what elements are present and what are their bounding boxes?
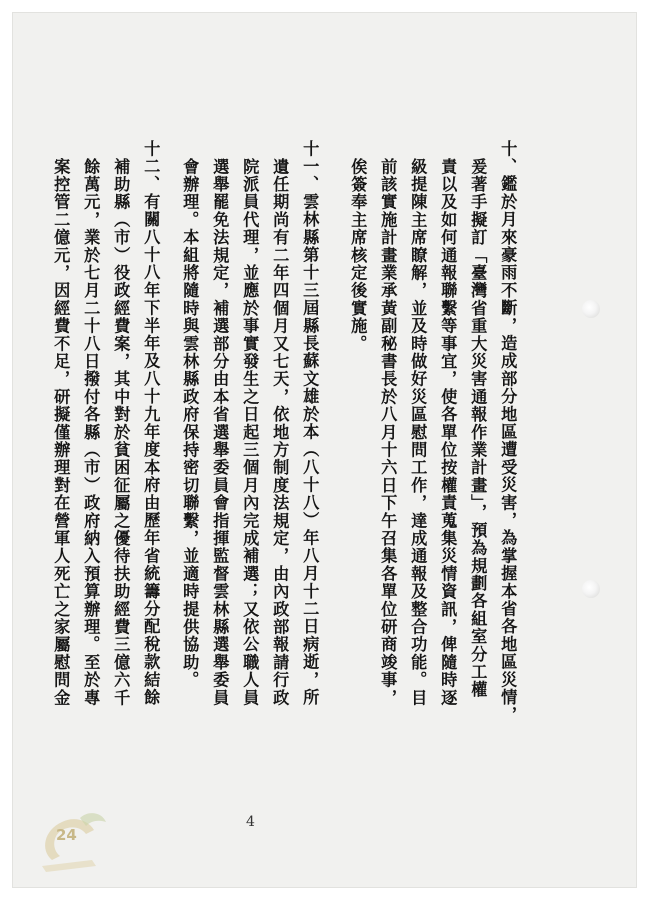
text-column-9: 院派員代理，並應於事實發生之日起三個月內完成補選；又依公職人員 <box>240 158 260 707</box>
text-column-10: 選舉罷免法規定，補選部分由本省選舉委員會指揮監督雲林縣選舉委員 <box>210 158 230 707</box>
text-column-2: 爰著手擬訂「臺灣省重大災害通報作業計畫」，預為規劃各組室分工權 <box>468 158 488 699</box>
text-column-12: 十二、有關八十八年下半年及八十九年度本府由歷年省統籌分配稅款結餘 <box>141 140 161 707</box>
text-column-8: 遺任期尚有二年四個月又七天，依地方制度法規定，由內政部報請行政 <box>270 158 290 707</box>
text-column-13: 補助縣（市）役政經費案，其中對於貧困征屬之優待扶助經費三億六千 <box>111 158 131 707</box>
text-column-1: 十、鑑於月來豪雨不斷，造成部分地區遭受災害，為掌握本省各地區災情， <box>498 140 518 725</box>
watermark-logo-label: 24 <box>56 826 77 844</box>
punch-hole-bottom <box>582 580 600 598</box>
text-column-7: 十一、雲林縣第十三屆縣長蘇文雄於本（八十八）年八月十二日病逝，所 <box>300 140 320 707</box>
document-page <box>12 12 637 888</box>
text-column-14: 餘萬元，業於七月二十八日撥付各縣（市）政府納入預算辦理。至於專 <box>81 158 101 707</box>
text-column-11: 會辦理。本組將隨時與雲林縣政府保持密切聯繫，並適時提供協助。 <box>180 158 200 689</box>
text-column-3: 責以及如何通報聯繫等事宜，使各單位按權責蒐集災情資訊，俾隨時逐 <box>438 158 458 707</box>
punch-hole-top <box>582 300 600 318</box>
text-column-5: 前該實施計畫業承黃副秘書長於八月十六日下午召集各單位研商竣事， <box>378 158 398 707</box>
page-number: 4 <box>246 814 255 830</box>
text-column-4: 級提陳主席瞭解，並及時做好災區慰問工作，達成通報及整合功能。目 <box>408 158 428 707</box>
text-column-6: 俟簽奉主席核定後實施。 <box>348 158 368 353</box>
text-column-15: 案控管二億元，因經費不足，研擬僅辦理對在營軍人死亡之家屬慰問金 <box>51 158 71 707</box>
